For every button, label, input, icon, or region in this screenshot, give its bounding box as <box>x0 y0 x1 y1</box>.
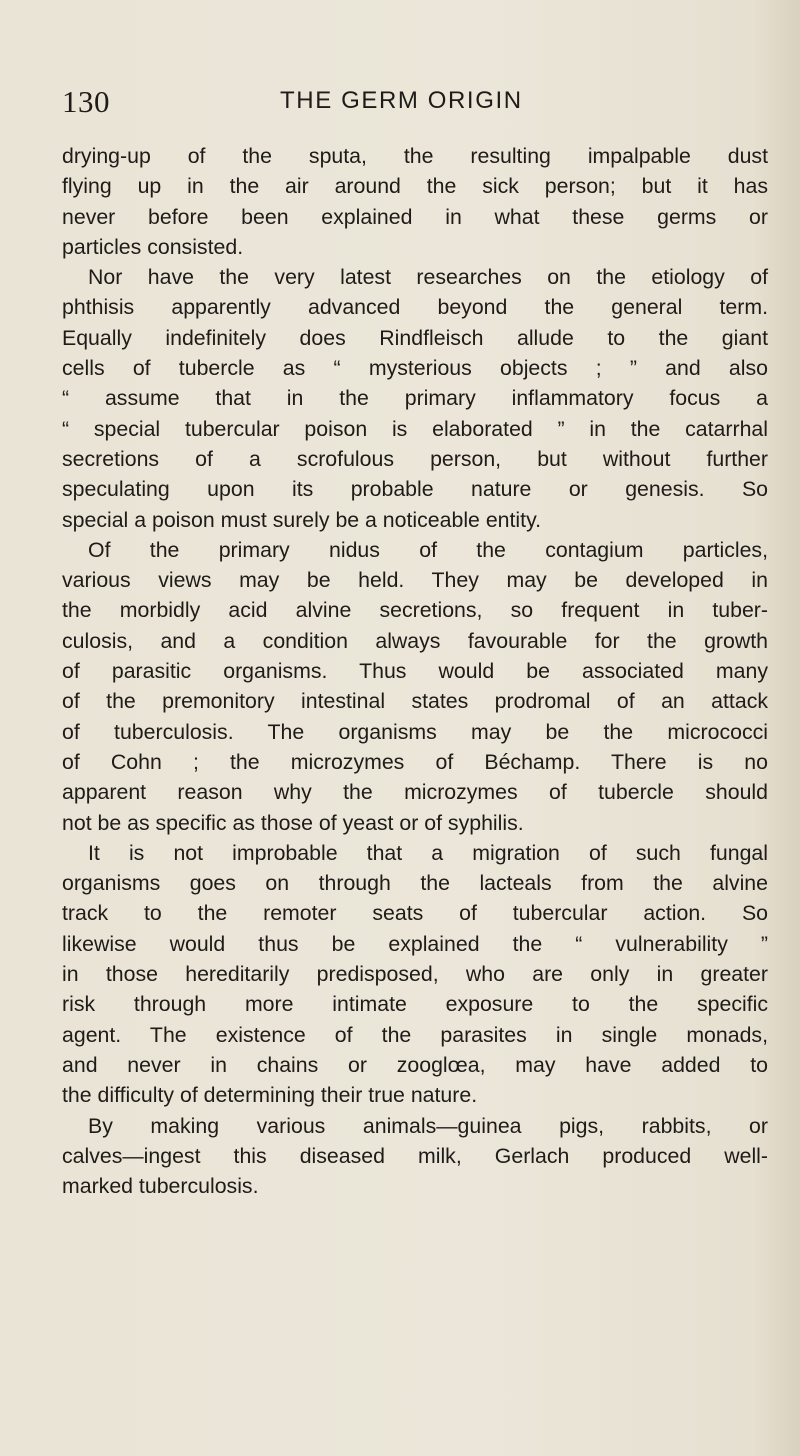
text-line: of parasitic organisms. Thus would be associated many <box>62 659 768 684</box>
text-line: “ assume that in the primary inflammatory focus a <box>62 386 768 411</box>
text-line: agent. The existence of the parasites in single monads, <box>62 1022 768 1047</box>
text-line: likewise would thus be explained the “ vulnerability ” <box>62 931 768 956</box>
text-line: Nor have the very latest researches on the etiology of <box>88 265 768 290</box>
text-line: the morbidly acid alvine secretions, so frequent in tuber- <box>62 598 768 623</box>
text-line: the difficulty of determining their true nature. <box>62 1083 478 1108</box>
text-line: “ special tubercular poison is elaborated ” in the catarrhal <box>62 416 768 441</box>
body-text <box>62 141 768 1201</box>
text-line: organisms goes on through the lacteals from the alvine <box>62 871 768 896</box>
text-line: risk through more intimate exposure to the specific <box>62 992 768 1017</box>
text-line: speculating upon its probable nature or genesis. So <box>62 477 768 502</box>
page-number: 130 <box>62 84 110 119</box>
text-line: phthisis apparently advanced beyond the general term. <box>62 295 768 320</box>
text-line: of tuberculosis. The organisms may be the micrococci <box>62 719 768 744</box>
running-title: THE GERM ORIGIN <box>280 87 523 114</box>
text-line: in those hereditarily predisposed, who are only in greater <box>62 962 768 987</box>
text-line: particles consisted. <box>62 234 244 259</box>
text-line: By making various animals—guinea pigs, rabbits, or <box>88 1113 768 1138</box>
text-line: cells of tubercle as “ mysterious objects ; ” and also <box>62 356 768 381</box>
text-line: Equally indefinitely does Rindfleisch allude to the giant <box>62 325 768 350</box>
text-line: Of the primary nidus of the contagium particles, <box>88 537 768 562</box>
text-line: calves—ingest this diseased milk, Gerlach produced well- <box>62 1143 768 1168</box>
text-line: various views may be held. They may be developed in <box>62 568 768 593</box>
text-line: track to the remoter seats of tubercular action. So <box>62 901 768 926</box>
text-line: flying up in the air around the sick person; but it has <box>62 174 768 199</box>
text-line: marked tuberculosis. <box>62 1174 259 1199</box>
text-line: secretions of a scrofulous person, but without further <box>62 446 768 471</box>
text-line: drying-up of the sputa, the resulting impalpable dust <box>62 144 768 168</box>
text-line: It is not improbable that a migration of such fungal <box>88 840 768 865</box>
text-line: and never in chains or zooglœa, may have added to <box>62 1052 768 1077</box>
text-line: apparent reason why the microzymes of tubercle should <box>62 780 768 805</box>
text-line: never before been explained in what these germs or <box>62 204 768 229</box>
text-line: not be as specific as those of yeast or of syphilis. <box>62 810 524 835</box>
text-line: of the premonitory intestinal states prodromal of an attack <box>62 689 768 714</box>
running-head <box>62 84 752 124</box>
text-line: special a poison must surely be a noticeable entity. <box>62 507 542 532</box>
text-line: of Cohn ; the microzymes of Béchamp. There is no <box>62 749 768 774</box>
text-line: culosis, and a condition always favourable for the growth <box>62 628 768 653</box>
